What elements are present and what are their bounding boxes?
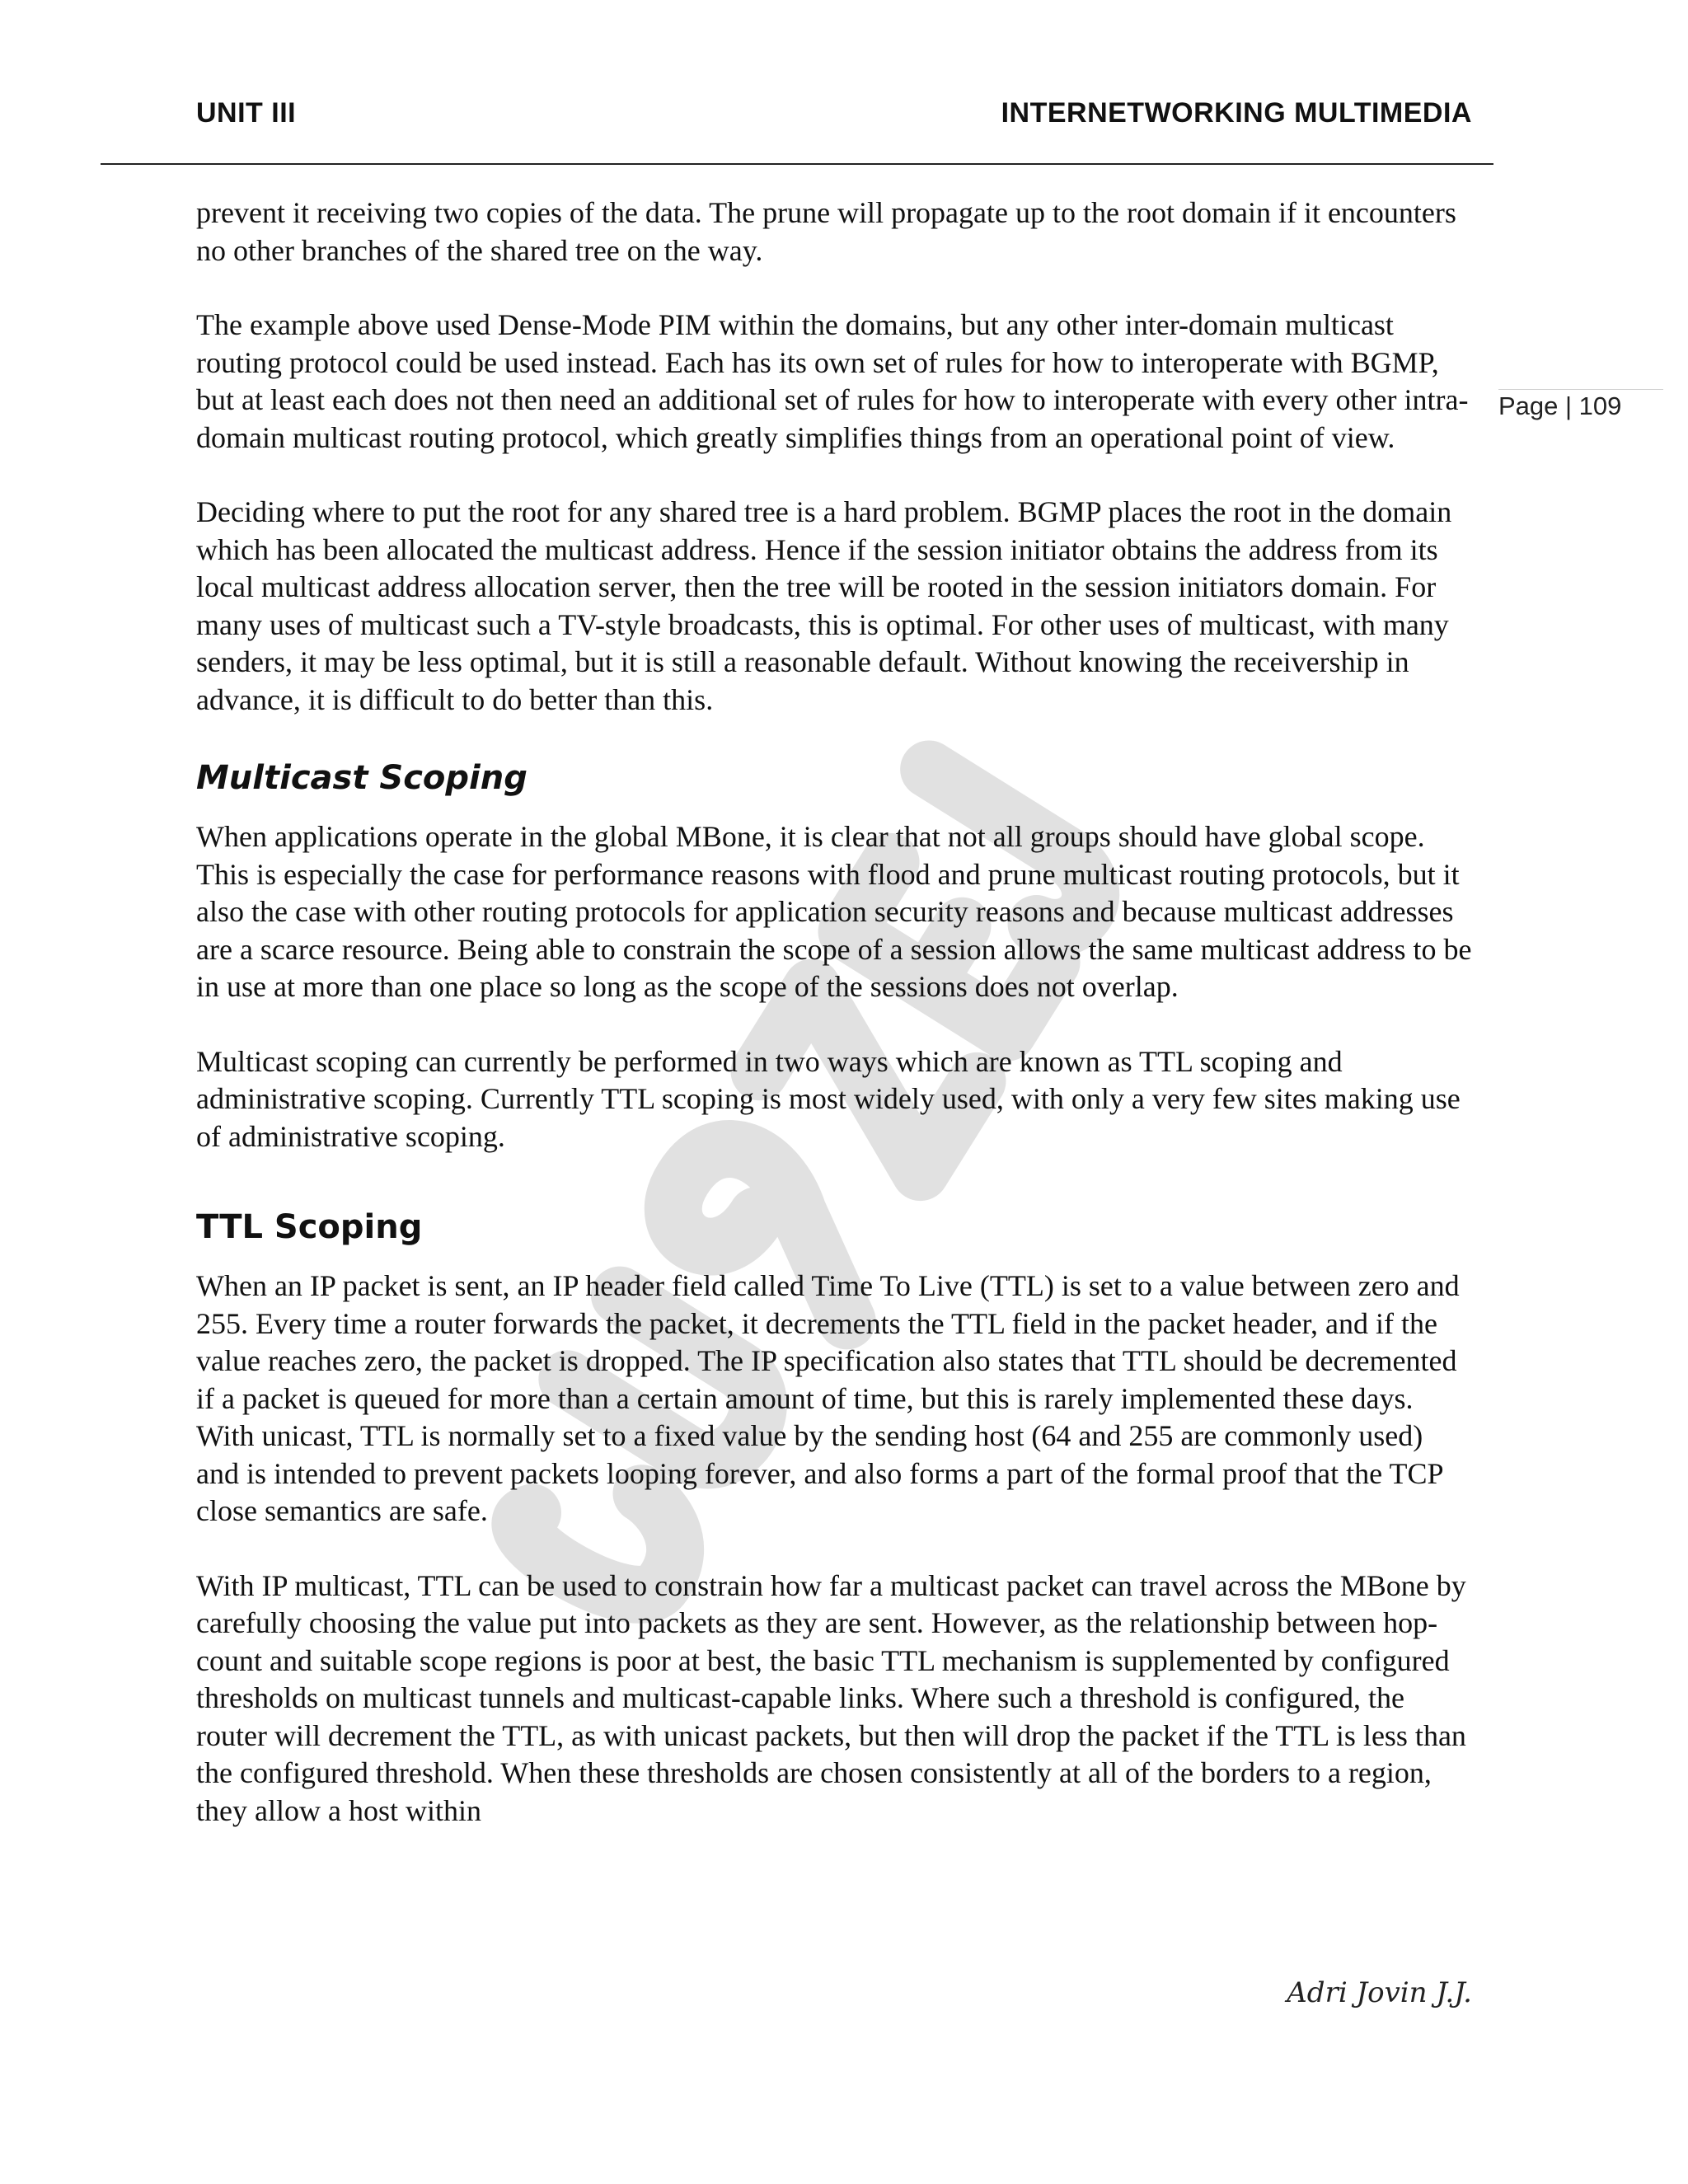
page-number: Page | 109 [1498, 389, 1663, 421]
header-title: INTERNETWORKING MULTIMEDIA [1001, 97, 1472, 129]
paragraph-prune: prevent it receiving two copies of the data. The prune will propagate up to the root domain if it encounters no other branches of the shared tree on the way. [196, 196, 1456, 267]
page-content [196, 194, 1472, 1867]
author-signature: Adri Jovin J.J. [1287, 1976, 1472, 2009]
paragraph-ip-multicast-ttl: With IP multicast, TTL can be used to constrain how far a multicast packet can travel across the MBone by carefully choosing the value put into packets as they are sent. However, as the relationship between hop-count and suitable scope regions is poor at best, the basic TTL mechanism is supplemented by configured thresholds on multicast tunnels and multicast-capable links. Where such a threshold is configured, the router will decrement the TTL, as with unicast packets, but then will drop the packet if the TTL is less than the configured threshold. When these thresholds are chosen consistently at all of the borders to a region, they allow a host within [196, 1568, 1466, 1827]
paragraph-global-mbone: When applications operate in the global MBone, it is clear that not all groups should have global scope. This is especially the case for performance reasons with flood and prune multicast routing protocols, but it also the case with other routing protocols for application security reasons and because multicast addresses are a scarce resource. Being able to constrain the scope of a session allows the same multicast address to be in use at more than one place so long as the scope of the sessions does not overlap. [196, 820, 1472, 1003]
heading-ttl-scoping: TTL Scoping [196, 1208, 423, 1246]
header-unit: UNIT III [196, 97, 297, 129]
header-divider [101, 163, 1493, 165]
paragraph-scoping-ways: Multicast scoping can currently be performed in two ways which are known as TTL scoping and administrative scoping. Currently TTL scoping is most widely used, with only a very few sites making use of administrative scoping. [196, 1044, 1461, 1153]
heading-multicast-scoping: Multicast Scoping [196, 759, 528, 797]
paragraph-shared-tree-root: Deciding where to put the root for any shared tree is a hard problem. BGMP places the root in the domain which has been allocated the multicast address. Hence if the session initiator obtains the address from its local multicast address allocation server, then the tree will be rooted in the session initiators domain. For many uses of multicast such a TV-style broadcasts, this is optimal. For other uses of multicast, with many senders, it may be less optimal, but it is still a reasonable default. Without knowing the receivership in advance, it is difficult to do better than this. [196, 495, 1452, 716]
paragraph-dense-mode: The example above used Dense-Mode PIM within the domains, but any other inter-domain multicast routing protocol could be used instead. Each has its own set of rules for how to interoperate with BGMP, but at least each does not then need an additional set of rules for how to interoperate with every other intra-domain multicast routing protocol, which greatly simplifies things from an operational point of view. [196, 308, 1469, 454]
paragraph-ttl-definition: When an IP packet is sent, an IP header field called Time To Live (TTL) is set to a value between zero and 255. Every time a router forwards the packet, it decrements the TTL field in the packet header, and if the value reaches zero, the packet is dropped. The IP specification also states that TTL should be decremented if a packet is queued for more than a certain amount of time, but this is rarely implemented these days. With unicast, TTL is normally set to a fixed value by the sending host (64 and 255 are commonly used) and is intended to prevent packets looping forever, and also forms a part of the formal proof that the TCP close semantics are safe. [196, 1269, 1460, 1527]
